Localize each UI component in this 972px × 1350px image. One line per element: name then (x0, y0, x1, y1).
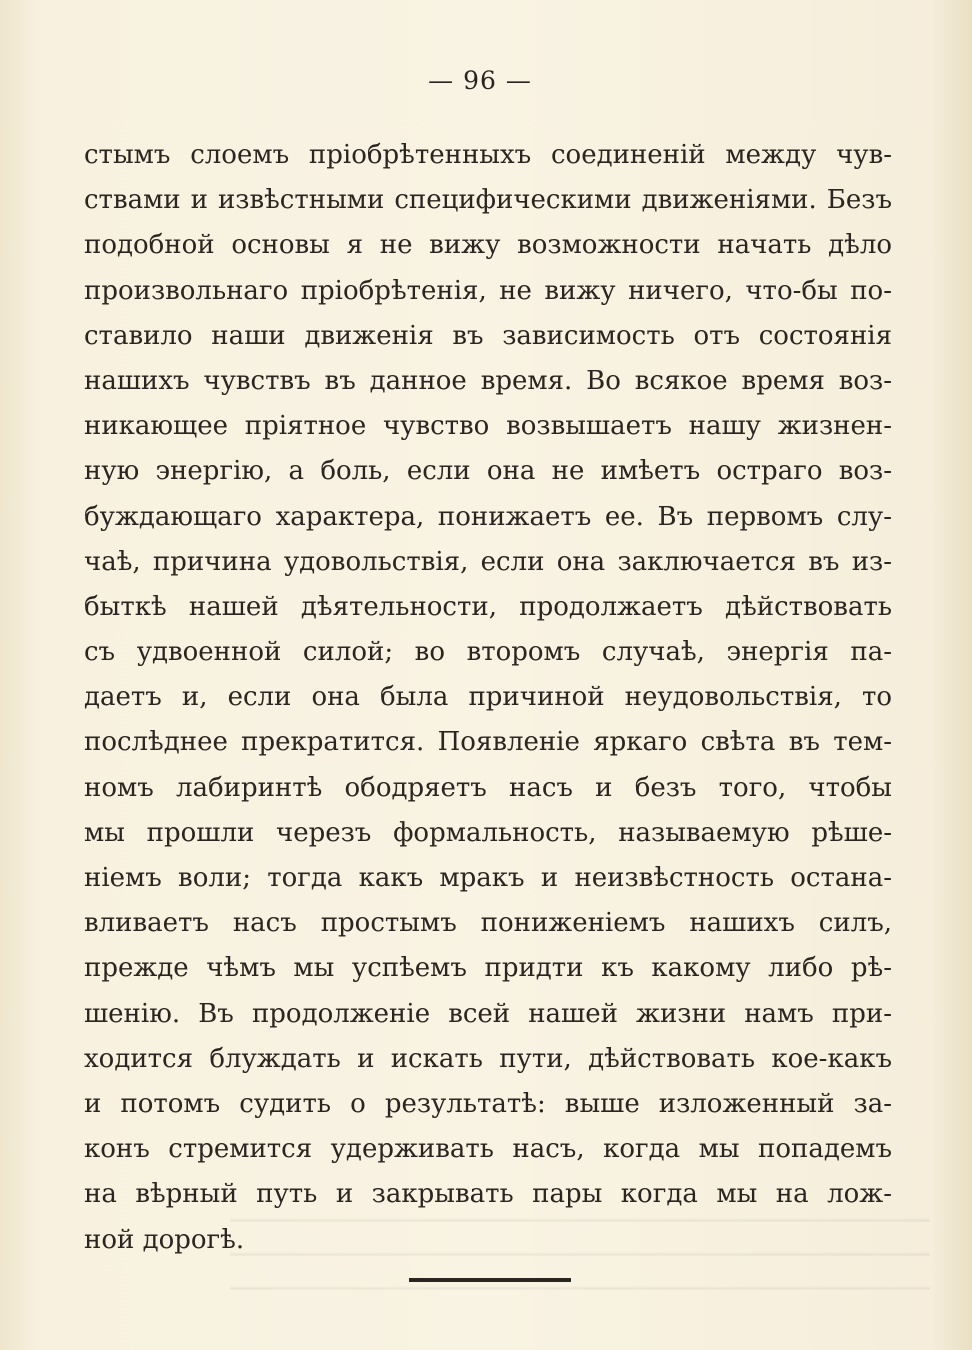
text-line: номъ лабиринтѣ ободряетъ насъ и безъ того, чтобы (84, 772, 892, 803)
text-line: стымъ слоемъ пріобрѣтенныхъ соединеній между чув- (84, 140, 892, 170)
text-line-final: ной дорогѣ. (84, 1224, 245, 1255)
text-line: мы прошли черезъ формальность, называемую рѣше- (84, 817, 892, 848)
page-number: — 96 — (428, 66, 532, 95)
text-line: произвольнаго пріобрѣтенія, не вижу ничего, что-бы по- (84, 275, 892, 306)
text-line: прежде чѣмъ мы успѣемъ придти къ какому либо рѣ- (84, 953, 892, 984)
text-line: вливаетъ насъ простымъ пониженіемъ нашихъ силъ, (84, 908, 892, 939)
text-line: буждающаго характера, понижаетъ ее. Въ первомъ слу- (84, 501, 892, 532)
text-line: ствами и извѣстными специфическими движеніями. Безъ (84, 185, 892, 216)
section-end-rule (409, 1278, 571, 1282)
text-line: конъ стремится удерживать насъ, когда мы попадемъ (84, 1134, 892, 1165)
text-line: ную энергію, а боль, если она не имѣетъ остраго воз- (84, 456, 892, 487)
text-line: шенію. Въ продолженіе всей нашей жизни намъ при- (84, 998, 892, 1029)
text-line: ніемъ воли; тогда какъ мракъ и неизвѣстность остана- (84, 863, 892, 893)
text-line: и потомъ судить о результатѣ: выше изложенный за- (84, 1088, 892, 1119)
text-line: на вѣрный путь и закрывать пары когда мы на лож- (84, 1179, 892, 1210)
body-text (84, 133, 892, 1263)
text-line: съ удвоенной силой; во второмъ случаѣ, энергія па- (84, 637, 892, 668)
text-line: никающее пріятное чувство возвышаетъ нашу жизнен- (84, 411, 892, 442)
text-line: чаѣ, причина удовольствія, если она заключается въ из- (84, 546, 892, 577)
text-line: ходится блуждать и искать пути, дѣйствовать кое-какъ (84, 1043, 892, 1074)
text-line: даетъ и, если она была причиной неудовольствія, то (84, 682, 892, 713)
text-line: быткѣ нашей дѣятельности, продолжаетъ дѣйствовать (84, 591, 892, 622)
text-line: нашихъ чувствъ въ данное время. Во всякое время воз- (84, 365, 892, 396)
text-line: послѣднее прекратится. Появленіе яркаго свѣта въ тем- (84, 727, 892, 758)
text-line: ставило наши движенія въ зависимость отъ состоянія (84, 320, 892, 351)
text-line: подобной основы я не вижу возможности начать дѣло (84, 230, 892, 261)
